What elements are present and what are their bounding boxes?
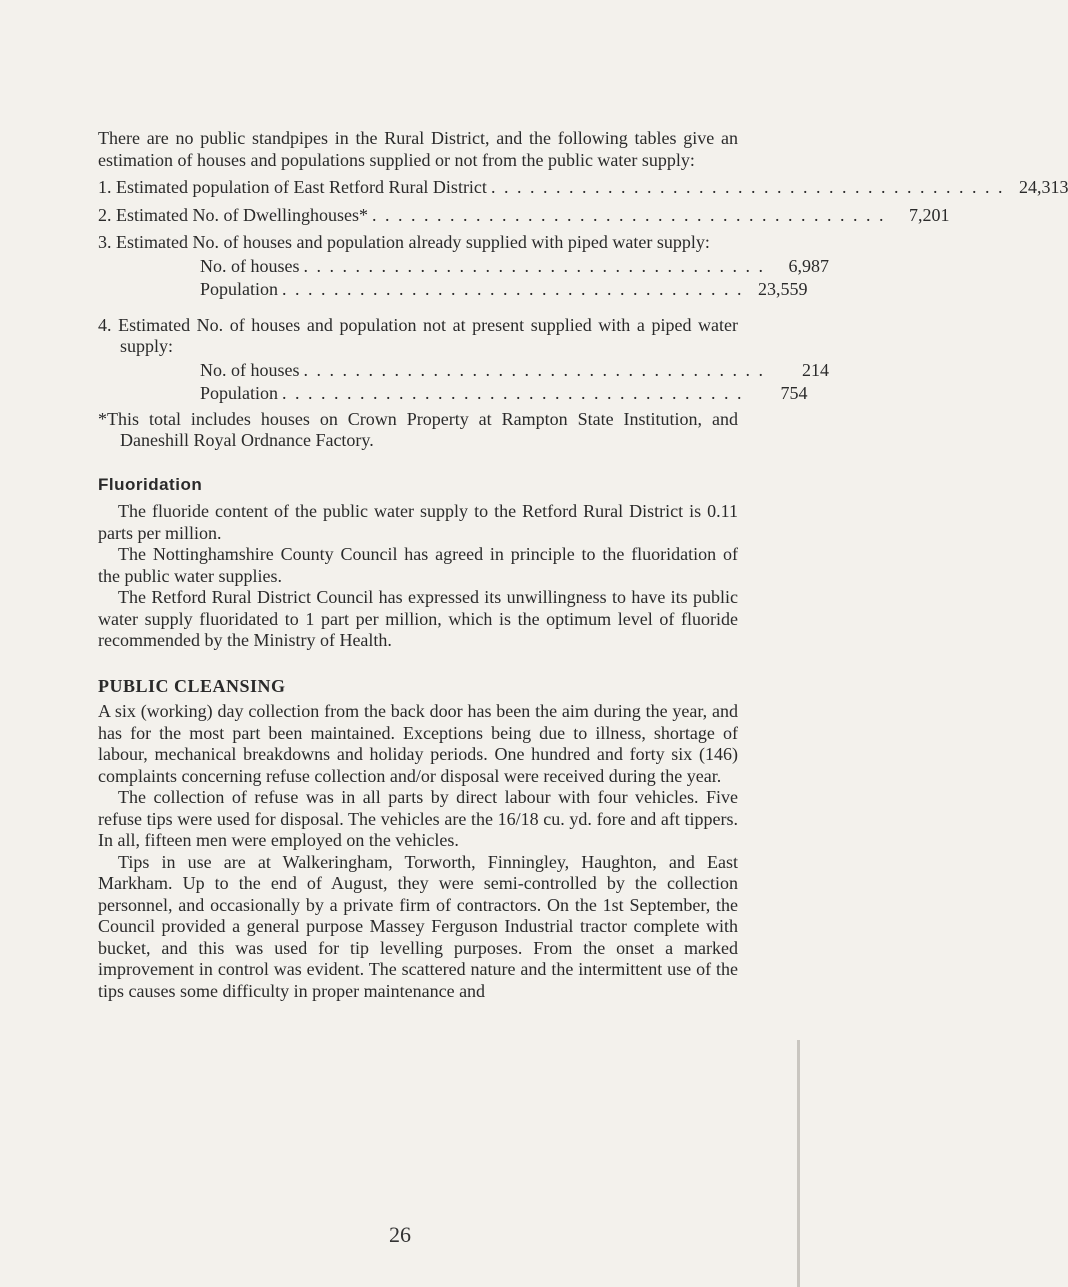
leader-dots: . . . . . . . . . . . . . . . . . . . . . . . . . . . . . . . . . . . .: [303, 255, 765, 276]
leader-dots: . . . . . . . . . . . . . . . . . . . . . . . . . . . . . . . . . . . . . . . .: [490, 177, 1005, 197]
item-3-houses-value: 6,987: [788, 255, 829, 276]
item-2-value: 7,201: [908, 204, 950, 225]
page-number: 26: [389, 1222, 411, 1247]
item-3-label: 3. Estimated No. of houses and population already supplied with piped water supply:: [98, 232, 710, 252]
fluoridation-paragraph-1: The fluoride content of the public water supply to the Retford Rural District is 0.11 parts per million.: [98, 501, 738, 543]
item-2-label: 2. Estimated No. of Dwellinghouses*: [98, 204, 368, 225]
edge-shadow: [797, 1040, 800, 1287]
item-3-houses-label: No. of houses: [200, 255, 300, 276]
item-3-houses: [200, 255, 829, 278]
cleansing-paragraph-2: The collection of refuse was in all parts by direct labour with four vehicles. Five refuse tips were used for disposal. The vehicles are the 16/18 cu. yd. fore and aft tippers. In all, fifteen men were employed on the vehicles.: [98, 787, 738, 850]
item-4-houses-label: No. of houses: [200, 359, 300, 380]
intro-paragraph: There are no public standpipes in the Rural District, and the following tables give an estimation of houses and populations supplied or not from the public water supply:: [98, 128, 738, 170]
footnote: *This total includes houses on Crown Property at Rampton State Institution, and Daneshill Royal Ordnance Factory.: [98, 408, 738, 450]
item-4-label: 4. Estimated No. of houses and population not at present supplied with a piped water supply:: [98, 314, 738, 356]
fluoridation-paragraph-2: The Nottinghamshire County Council has agreed in principle to the fluoridation of the public water supplies.: [98, 544, 738, 586]
item-3-population: [200, 279, 808, 301]
fluoridation-heading: Fluoridation: [98, 474, 203, 494]
item-4-houses-value: 214: [802, 359, 829, 380]
item-4-pop-label: Population: [200, 383, 279, 403]
leader-dots: . . . . . . . . . . . . . . . . . . . . . . . . . . . . . . . . . . . .: [282, 383, 744, 403]
item-2: [98, 204, 950, 227]
fluoridation-paragraph-3: The Retford Rural District Council has expressed its unwillingness to have its public water supply fluoridated to 1 part per million, which is the optimum level of fluoride recommended by the Ministry of Health.: [98, 587, 738, 650]
cleansing-paragraph-3: Tips in use are at Walkeringham, Torworth, Finningley, Haughton, and East Markham. Up to the end of August, they were semi-controlled by the collection personnel, and occasionally by a private firm of contractors. On the 1st September, the Council provided a general purpose Massey Ferguson Industrial tractor complete with bucket, and this was used for tip levelling purposes. From the onset a marked improvement in control was evident. The scattered nature and the intermittent use of the tips causes some difficulty in proper maintenance and: [98, 851, 738, 1001]
item-4-pop-value: 754: [780, 383, 808, 403]
cleansing-heading: PUBLIC CLEANSING: [98, 675, 286, 696]
item-4-population: [200, 383, 808, 405]
item-1-label: 1. Estimated population of East Retford Rural District: [98, 177, 487, 197]
item-3-pop-value: 23,559: [758, 279, 808, 299]
leader-dots: . . . . . . . . . . . . . . . . . . . . . . . . . . . . . . . . . . . .: [282, 279, 744, 299]
item-4-houses: [200, 359, 829, 382]
leader-dots: . . . . . . . . . . . . . . . . . . . . . . . . . . . . . . . . . . . .: [303, 359, 765, 380]
cleansing-paragraph-1: A six (working) day collection from the back door has been the aim during the year, and has for the most part been maintained. Exceptions being due to illness, shortage of labour, mechanical breakdowns and holiday periods. One hundred and forty six (146) complaints concerning refuse collection and/or disposal were received during the year.: [98, 701, 738, 786]
item-1-value: 24,313: [1018, 177, 1068, 197]
item-3-pop-label: Population: [200, 279, 279, 299]
leader-dots: . . . . . . . . . . . . . . . . . . . . . . . . . . . . . . . . . . . . . . . .: [371, 204, 886, 225]
item-1: [98, 177, 1068, 199]
document-page: [98, 128, 1068, 1002]
